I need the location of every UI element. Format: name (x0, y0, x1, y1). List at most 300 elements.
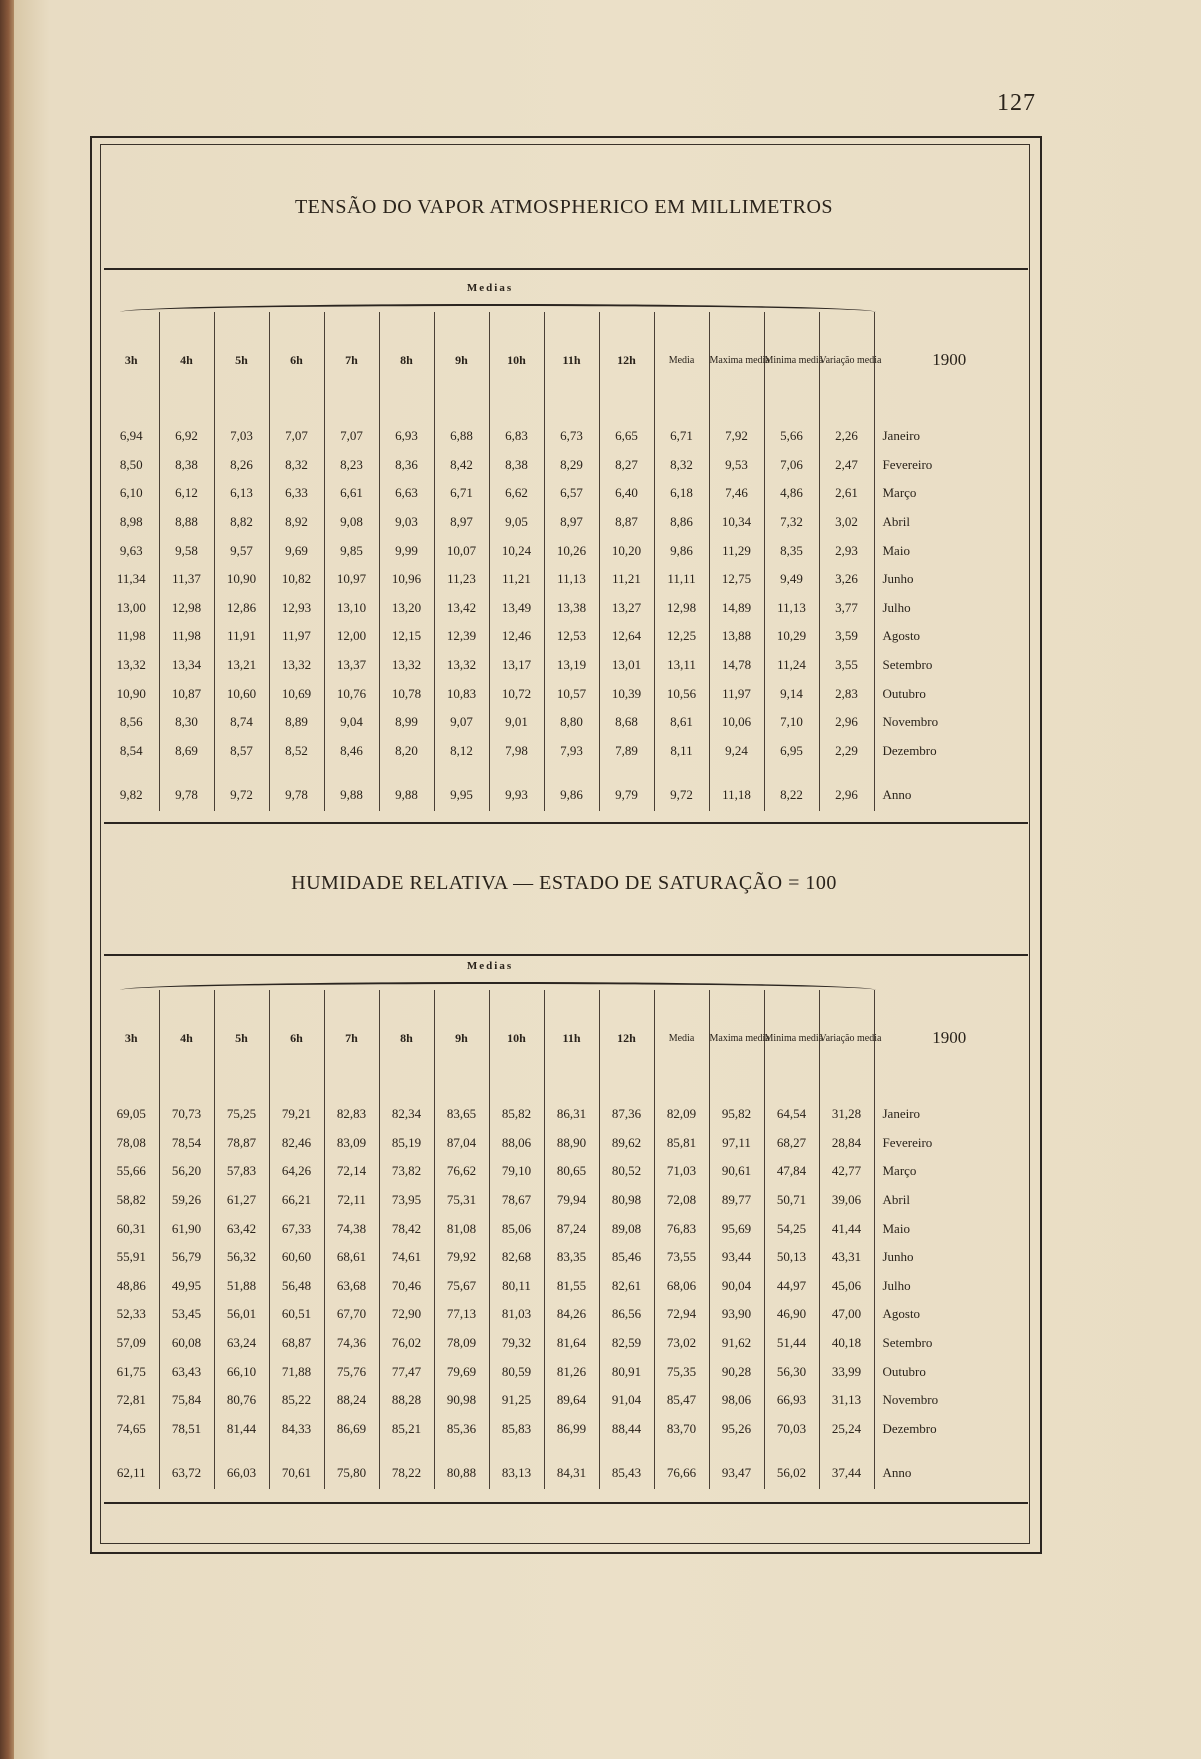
table-cell: 51,88 (214, 1272, 269, 1301)
table-cell: 11,24 (764, 651, 819, 680)
table-cell: 97,11 (709, 1129, 764, 1158)
table-cell: 84,33 (269, 1415, 324, 1444)
table-cell: 6,71 (654, 422, 709, 451)
table-row (104, 565, 1024, 594)
table-cell: 72,14 (324, 1157, 379, 1186)
table-cell: 11,97 (709, 679, 764, 708)
table-cell: 3,77 (819, 594, 874, 623)
table-cell: 8,32 (654, 451, 709, 480)
table-humidity (104, 990, 1024, 1489)
table-cell: 9,78 (269, 779, 324, 811)
table-cell: 74,65 (104, 1415, 159, 1444)
table-cell: 9,53 (709, 451, 764, 480)
table-cell: 98,06 (709, 1386, 764, 1415)
table-cell: 84,26 (544, 1300, 599, 1329)
month-label: Anno (882, 1465, 912, 1481)
table-cell: 12,39 (434, 622, 489, 651)
table-cell: 13,37 (324, 651, 379, 680)
table-cell: 5,66 (764, 422, 819, 451)
table-cell: 85,81 (654, 1129, 709, 1158)
table-cell: 81,44 (214, 1415, 269, 1444)
table-cell: 9,86 (654, 536, 709, 565)
table-cell: 8,61 (654, 708, 709, 737)
table-cell: 11,21 (489, 565, 544, 594)
column-header: 4h (159, 312, 214, 408)
table-cell: 8,82 (214, 508, 269, 537)
table-cell: 90,98 (434, 1386, 489, 1415)
table-cell: 86,69 (324, 1415, 379, 1444)
book-spine (0, 0, 14, 1759)
table-cell: 9,03 (379, 508, 434, 537)
month-label: Novembro (882, 714, 939, 730)
table-cell: 81,26 (544, 1357, 599, 1386)
table-cell: 10,72 (489, 679, 544, 708)
table-cell: 6,10 (104, 479, 159, 508)
table-cell: 11,34 (104, 565, 159, 594)
table-cell: 6,92 (159, 422, 214, 451)
table-cell: 62,11 (104, 1457, 159, 1489)
month-label: Agosto (882, 1306, 921, 1322)
table-row (104, 451, 1024, 480)
table-cell: 2,47 (819, 451, 874, 480)
column-header: 12h (599, 990, 654, 1086)
table-cell: 33,99 (819, 1357, 874, 1386)
column-header: 5h (214, 990, 269, 1086)
table-cell: 66,10 (214, 1357, 269, 1386)
table-cell: 9,49 (764, 565, 819, 594)
table-cell: 10,87 (159, 679, 214, 708)
table-cell: 60,08 (159, 1329, 214, 1358)
table-cell: 81,03 (489, 1300, 544, 1329)
month-label: Outubro (882, 1363, 926, 1379)
table-cell: 10,06 (709, 708, 764, 737)
table-cell: 68,06 (654, 1272, 709, 1301)
table-cell: 82,46 (269, 1129, 324, 1158)
table-cell: 7,32 (764, 508, 819, 537)
table-cell: 50,13 (764, 1243, 819, 1272)
table-cell: 6,93 (379, 422, 434, 451)
month-label: Junho (882, 571, 914, 587)
table-cell: 85,21 (379, 1415, 434, 1444)
table-cell: 91,62 (709, 1329, 764, 1358)
table-cell: 59,26 (159, 1186, 214, 1215)
table-cell: 6,57 (544, 479, 599, 508)
table-cell: 93,90 (709, 1300, 764, 1329)
column-header: 5h (214, 312, 269, 408)
table-row (104, 1357, 1024, 1386)
table-cell: 87,36 (599, 1100, 654, 1129)
table-cell: 10,57 (544, 679, 599, 708)
rule (104, 268, 1028, 270)
month-label: Fevereiro (882, 456, 933, 472)
table-cell: 44,97 (764, 1272, 819, 1301)
table-cell: 12,53 (544, 622, 599, 651)
table-row (104, 1386, 1024, 1415)
table-cell: 13,88 (709, 622, 764, 651)
table-cell: 83,35 (544, 1243, 599, 1272)
table-cell: 11,97 (269, 622, 324, 651)
table-cell: 11,18 (709, 779, 764, 811)
table-row (104, 422, 1024, 451)
table-cell: 85,47 (654, 1386, 709, 1415)
table-cell: 8,69 (159, 737, 214, 766)
table-cell: 8,92 (269, 508, 324, 537)
table-cell: 31,28 (819, 1100, 874, 1129)
table-title-humidity: HUMIDADE RELATIVA — ESTADO DE SATURAÇÃO = 100 (291, 872, 837, 894)
table-cell: 2,93 (819, 536, 874, 565)
table-cell: 8,86 (654, 508, 709, 537)
month-label: Abril (882, 514, 910, 530)
month-label: Setembro (882, 1335, 933, 1351)
table-cell: 70,73 (159, 1100, 214, 1129)
table-cell: 80,59 (489, 1357, 544, 1386)
table-row (104, 622, 1024, 651)
column-header: Maxima media (709, 990, 764, 1086)
table-cell: 61,90 (159, 1214, 214, 1243)
table-cell: 9,79 (599, 779, 654, 811)
spacer-row (104, 1086, 1024, 1100)
table-cell: 80,11 (489, 1272, 544, 1301)
table-cell: 12,64 (599, 622, 654, 651)
table-cell: 7,07 (269, 422, 324, 451)
table-cell: 64,26 (269, 1157, 324, 1186)
table-cell: 10,24 (489, 536, 544, 565)
table-cell: 89,64 (544, 1386, 599, 1415)
table-cell: 13,32 (434, 651, 489, 680)
table-cell: 11,13 (764, 594, 819, 623)
table-cell: 8,20 (379, 737, 434, 766)
table-cell: 52,33 (104, 1300, 159, 1329)
table-cell: 68,27 (764, 1129, 819, 1158)
table-cell: 8,36 (379, 451, 434, 480)
table-cell: 6,88 (434, 422, 489, 451)
table-cell: 9,08 (324, 508, 379, 537)
year-header: 1900 (932, 350, 967, 369)
table-cell: 47,00 (819, 1300, 874, 1329)
table-cell: 13,11 (654, 651, 709, 680)
table-cell: 79,92 (434, 1243, 489, 1272)
table-cell: 54,25 (764, 1214, 819, 1243)
table-cell: 81,55 (544, 1272, 599, 1301)
table-cell: 8,89 (269, 708, 324, 737)
table-cell: 11,98 (104, 622, 159, 651)
table-cell: 8,30 (159, 708, 214, 737)
table-cell: 55,91 (104, 1243, 159, 1272)
table-cell: 83,09 (324, 1129, 379, 1158)
table-cell: 6,65 (599, 422, 654, 451)
table-cell: 90,04 (709, 1272, 764, 1301)
header-row (104, 312, 1024, 408)
table-cell: 13,20 (379, 594, 434, 623)
table-row (104, 651, 1024, 680)
table-cell: 75,35 (654, 1357, 709, 1386)
table-cell: 14,78 (709, 651, 764, 680)
month-label: Setembro (882, 657, 933, 673)
table-cell: 11,23 (434, 565, 489, 594)
column-header: Media (654, 312, 709, 408)
table-cell: 77,47 (379, 1357, 434, 1386)
table-cell: 67,70 (324, 1300, 379, 1329)
table-cell: 95,26 (709, 1415, 764, 1444)
table-cell: 6,61 (324, 479, 379, 508)
table-cell: 70,03 (764, 1415, 819, 1444)
table-cell: 13,32 (379, 651, 434, 680)
table-cell: 9,88 (324, 779, 379, 811)
table-cell: 8,74 (214, 708, 269, 737)
table-cell: 78,42 (379, 1214, 434, 1243)
table-cell: 10,96 (379, 565, 434, 594)
table-cell: 66,03 (214, 1457, 269, 1489)
table-cell: 73,95 (379, 1186, 434, 1215)
table-cell: 11,37 (159, 565, 214, 594)
table-row (104, 1157, 1024, 1186)
table-row (104, 1415, 1024, 1444)
table-cell: 13,21 (214, 651, 269, 680)
table-cell: 79,32 (489, 1329, 544, 1358)
table-row (104, 737, 1024, 766)
table-cell: 9,85 (324, 536, 379, 565)
table-cell: 86,31 (544, 1100, 599, 1129)
table-cell: 89,77 (709, 1186, 764, 1215)
month-label: Junho (882, 1249, 914, 1265)
table-cell: 8,32 (269, 451, 324, 480)
table-cell: 70,46 (379, 1272, 434, 1301)
table-cell: 48,86 (104, 1272, 159, 1301)
table-cell: 75,31 (434, 1186, 489, 1215)
table-row (104, 1300, 1024, 1329)
spacer-row (104, 408, 1024, 422)
table-cell: 47,84 (764, 1157, 819, 1186)
table-cell: 72,08 (654, 1186, 709, 1215)
table-cell: 82,34 (379, 1100, 434, 1129)
table-row (104, 1457, 1024, 1489)
table-row (104, 536, 1024, 565)
table-cell: 82,09 (654, 1100, 709, 1129)
table-row (104, 679, 1024, 708)
table-cell: 6,71 (434, 479, 489, 508)
table-cell: 6,13 (214, 479, 269, 508)
table-row (104, 1329, 1024, 1358)
table-cell: 8,97 (434, 508, 489, 537)
table-cell: 10,20 (599, 536, 654, 565)
table-cell: 9,99 (379, 536, 434, 565)
table-cell: 10,82 (269, 565, 324, 594)
table-cell: 13,27 (599, 594, 654, 623)
table-row (104, 479, 1024, 508)
table-cell: 10,26 (544, 536, 599, 565)
table-cell: 8,88 (159, 508, 214, 537)
table-cell: 6,95 (764, 737, 819, 766)
table-row (104, 508, 1024, 537)
table-cell: 85,82 (489, 1100, 544, 1129)
table-cell: 88,90 (544, 1129, 599, 1158)
table-cell: 83,70 (654, 1415, 709, 1444)
header-row (104, 990, 1024, 1086)
table-cell: 7,93 (544, 737, 599, 766)
table-row (104, 1129, 1024, 1158)
table-cell: 9,07 (434, 708, 489, 737)
table-cell: 77,13 (434, 1300, 489, 1329)
table-cell: 13,32 (269, 651, 324, 680)
table-cell: 3,55 (819, 651, 874, 680)
rule (104, 954, 1028, 956)
table-row (104, 1214, 1024, 1243)
table-cell: 7,06 (764, 451, 819, 480)
table-cell: 9,82 (104, 779, 159, 811)
month-label: Julho (882, 599, 911, 615)
table-cell: 81,08 (434, 1214, 489, 1243)
column-header: 11h (544, 990, 599, 1086)
table-cell: 10,29 (764, 622, 819, 651)
table-cell: 8,56 (104, 708, 159, 737)
table-cell: 60,31 (104, 1214, 159, 1243)
table-cell: 8,26 (214, 451, 269, 480)
table-cell: 3,02 (819, 508, 874, 537)
table-cell: 56,30 (764, 1357, 819, 1386)
table-cell: 6,94 (104, 422, 159, 451)
table-cell: 2,26 (819, 422, 874, 451)
table-cell: 79,21 (269, 1100, 324, 1129)
table-cell: 78,67 (489, 1186, 544, 1215)
table-cell: 9,95 (434, 779, 489, 811)
table-cell: 73,02 (654, 1329, 709, 1358)
table-cell: 12,98 (159, 594, 214, 623)
table-cell: 61,75 (104, 1357, 159, 1386)
table-cell: 75,67 (434, 1272, 489, 1301)
column-header: 3h (104, 312, 159, 408)
table-row (104, 1100, 1024, 1129)
table-cell: 56,32 (214, 1243, 269, 1272)
table-cell: 83,13 (489, 1457, 544, 1489)
table-cell: 91,25 (489, 1386, 544, 1415)
table-cell: 79,69 (434, 1357, 489, 1386)
table-cell: 10,90 (104, 679, 159, 708)
table-cell: 72,81 (104, 1386, 159, 1415)
table-cell: 75,25 (214, 1100, 269, 1129)
table-cell: 85,22 (269, 1386, 324, 1415)
table-cell: 6,18 (654, 479, 709, 508)
table-cell: 80,98 (599, 1186, 654, 1215)
table-cell: 61,27 (214, 1186, 269, 1215)
table-cell: 63,24 (214, 1329, 269, 1358)
table-cell: 91,04 (599, 1386, 654, 1415)
table-cell: 88,44 (599, 1415, 654, 1444)
table-cell: 10,07 (434, 536, 489, 565)
column-header: 7h (324, 312, 379, 408)
table-cell: 82,61 (599, 1272, 654, 1301)
year-header: 1900 (932, 1028, 967, 1047)
month-label: Fevereiro (882, 1134, 933, 1150)
table-cell: 76,62 (434, 1157, 489, 1186)
column-header: 8h (379, 312, 434, 408)
table-cell: 8,52 (269, 737, 324, 766)
table-cell: 41,44 (819, 1214, 874, 1243)
table-cell: 7,46 (709, 479, 764, 508)
table-cell: 12,00 (324, 622, 379, 651)
table-cell: 7,10 (764, 708, 819, 737)
table-cell: 8,29 (544, 451, 599, 480)
table-cell: 87,24 (544, 1214, 599, 1243)
table-cell: 85,46 (599, 1243, 654, 1272)
table-row (104, 594, 1024, 623)
table-cell: 79,94 (544, 1186, 599, 1215)
column-header: Variação media (819, 312, 874, 408)
table-cell: 81,64 (544, 1329, 599, 1358)
rule (104, 1502, 1028, 1504)
table-cell: 6,73 (544, 422, 599, 451)
table-cell: 37,44 (819, 1457, 874, 1489)
table-cell: 78,54 (159, 1129, 214, 1158)
table-cell: 25,24 (819, 1415, 874, 1444)
table-cell: 8,38 (159, 451, 214, 480)
table-cell: 74,61 (379, 1243, 434, 1272)
column-header: 3h (104, 990, 159, 1086)
table-cell: 7,07 (324, 422, 379, 451)
month-label: Novembro (882, 1392, 939, 1408)
table-vapor (104, 312, 1024, 811)
month-label: Julho (882, 1277, 911, 1293)
table-cell: 11,13 (544, 565, 599, 594)
month-label: Maio (882, 1220, 910, 1236)
table-cell: 10,97 (324, 565, 379, 594)
table-cell: 12,15 (379, 622, 434, 651)
table-cell: 49,95 (159, 1272, 214, 1301)
table-cell: 55,66 (104, 1157, 159, 1186)
table-cell: 11,98 (159, 622, 214, 651)
table-cell: 51,44 (764, 1329, 819, 1358)
spacer-row (104, 1443, 1024, 1457)
table-cell: 4,86 (764, 479, 819, 508)
column-header: 10h (489, 312, 544, 408)
table-cell: 7,89 (599, 737, 654, 766)
table-cell: 8,68 (599, 708, 654, 737)
column-header: 12h (599, 312, 654, 408)
page-number: 127 (997, 90, 1036, 116)
table-cell: 6,33 (269, 479, 324, 508)
table-cell: 42,77 (819, 1157, 874, 1186)
table-cell: 9,14 (764, 679, 819, 708)
table-cell: 72,11 (324, 1186, 379, 1215)
table-cell: 6,12 (159, 479, 214, 508)
table-cell: 63,72 (159, 1457, 214, 1489)
column-header: 9h (434, 312, 489, 408)
table-cell: 9,04 (324, 708, 379, 737)
column-header: Media (654, 990, 709, 1086)
table-cell: 73,82 (379, 1157, 434, 1186)
table-cell: 7,92 (709, 422, 764, 451)
table-cell: 93,47 (709, 1457, 764, 1489)
table-cell: 78,51 (159, 1415, 214, 1444)
column-header: 4h (159, 990, 214, 1086)
table-cell: 6,83 (489, 422, 544, 451)
table-row (104, 708, 1024, 737)
column-header: 6h (269, 990, 324, 1086)
month-label: Agosto (882, 628, 921, 644)
table-cell: 60,60 (269, 1243, 324, 1272)
table-cell: 82,83 (324, 1100, 379, 1129)
column-header: 9h (434, 990, 489, 1086)
table-cell: 75,76 (324, 1357, 379, 1386)
month-label: Janeiro (882, 428, 921, 444)
table-cell: 8,23 (324, 451, 379, 480)
table-cell: 88,06 (489, 1129, 544, 1158)
table-cell: 67,33 (269, 1214, 324, 1243)
table-cell: 8,11 (654, 737, 709, 766)
table-cell: 11,29 (709, 536, 764, 565)
table-cell: 64,54 (764, 1100, 819, 1129)
table-cell: 74,36 (324, 1329, 379, 1358)
table-cell: 78,22 (379, 1457, 434, 1489)
